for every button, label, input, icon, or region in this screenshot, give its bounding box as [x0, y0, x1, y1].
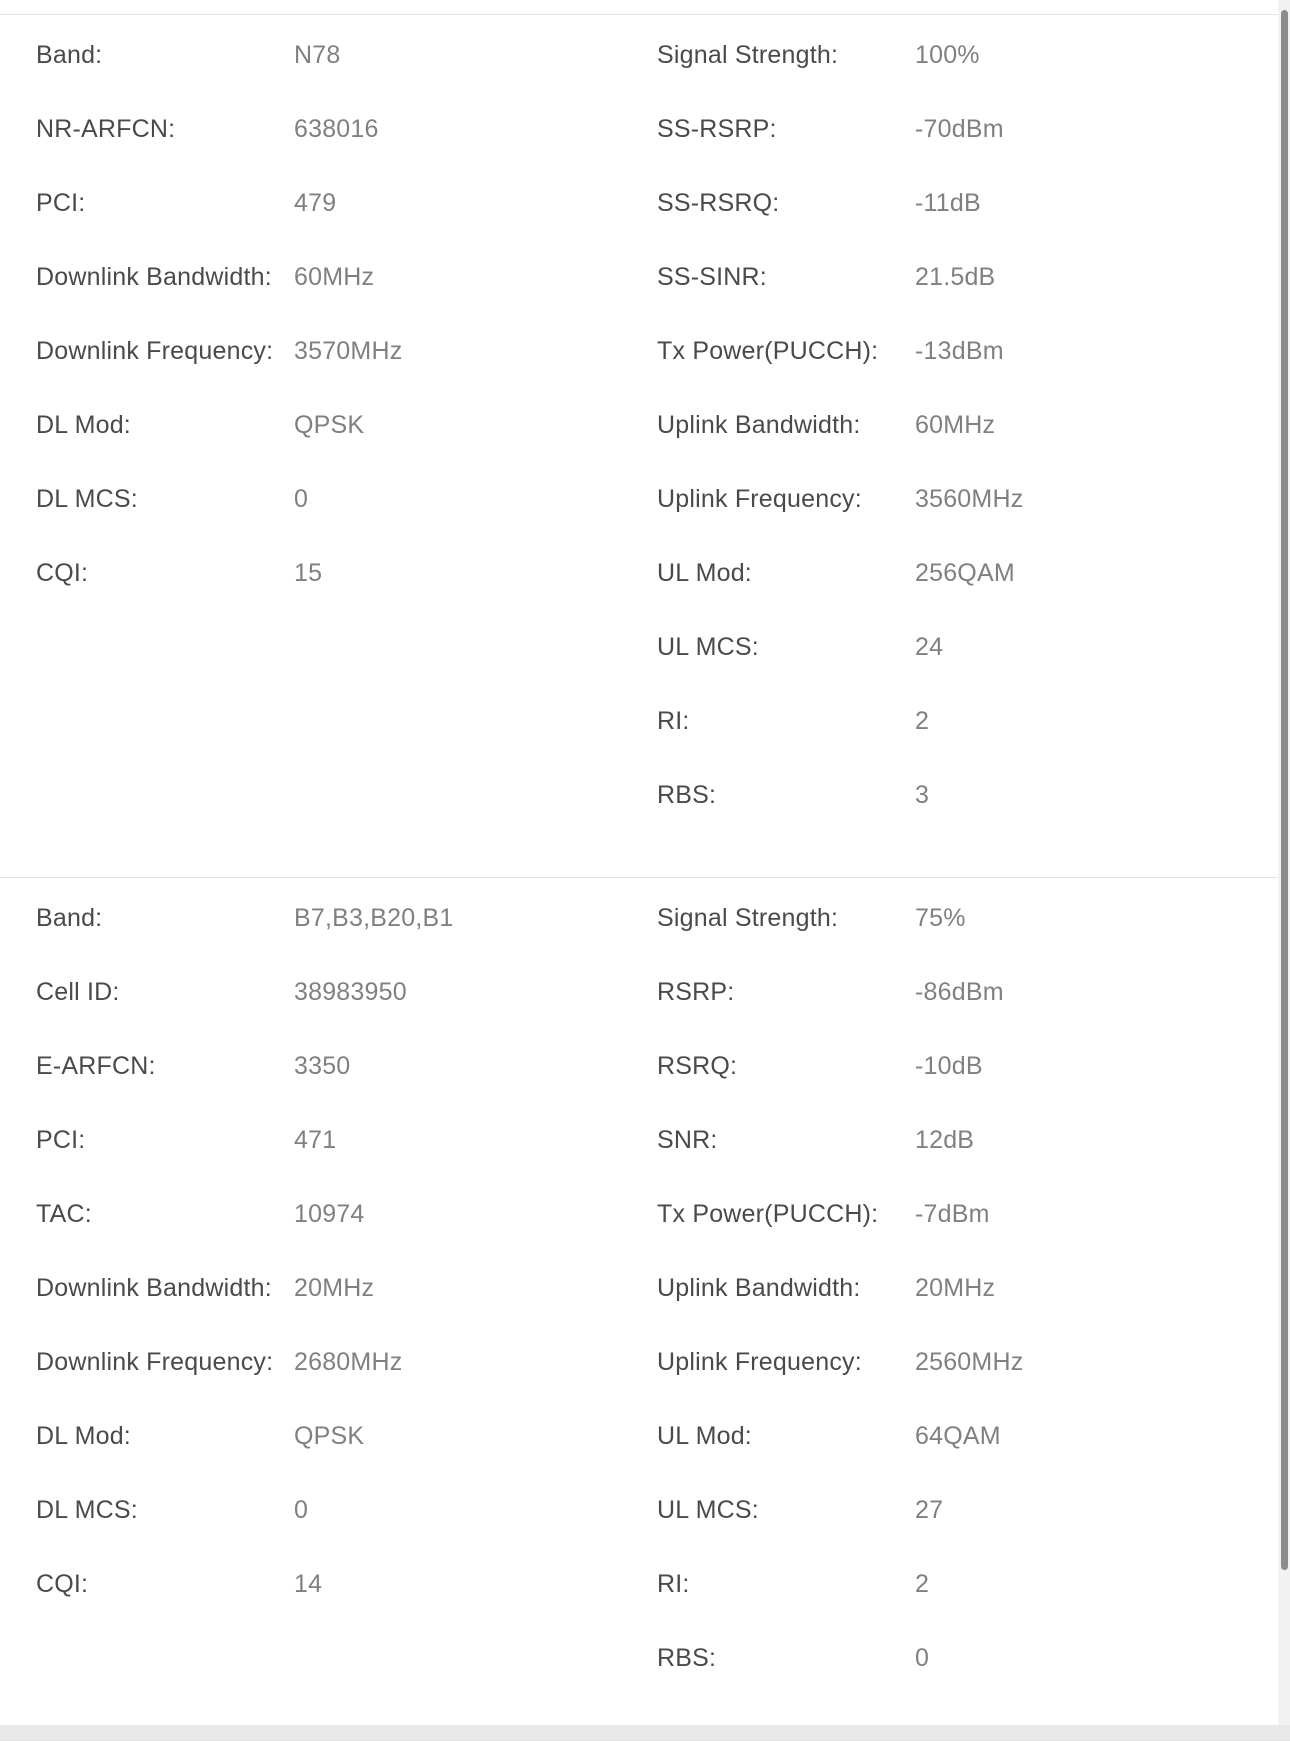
- info-label: UL MCS:: [657, 633, 759, 661]
- info-label: UL MCS:: [657, 1496, 759, 1524]
- info-row: [657, 559, 1278, 633]
- info-value: QPSK: [294, 1422, 365, 1450]
- info-value: 14: [294, 1570, 323, 1598]
- vertical-scrollbar[interactable]: [1278, 0, 1290, 1725]
- info-row: [657, 1348, 1278, 1422]
- nr5g-info-grid: [0, 41, 1278, 855]
- info-row: [657, 411, 1278, 485]
- info-label: RI:: [657, 707, 690, 735]
- scrollbar-thumb[interactable]: [1281, 10, 1288, 1570]
- info-row-spacer: [36, 707, 639, 781]
- info-label: Uplink Bandwidth:: [657, 1274, 861, 1302]
- info-label: Tx Power(PUCCH):: [657, 1200, 879, 1228]
- info-row: [657, 1496, 1278, 1570]
- info-row: [657, 115, 1278, 189]
- info-label: Uplink Frequency:: [657, 1348, 862, 1376]
- info-label: SS-RSRQ:: [657, 189, 780, 217]
- info-row: [36, 1348, 639, 1422]
- info-label: Tx Power(PUCCH):: [657, 337, 879, 365]
- info-value: 27: [915, 1496, 944, 1524]
- info-row: [36, 337, 639, 411]
- info-value: 2560MHz: [915, 1348, 1024, 1376]
- info-row: [657, 1052, 1278, 1126]
- info-row: [36, 559, 639, 633]
- info-value: 471: [294, 1126, 337, 1154]
- info-row-spacer: [36, 1644, 639, 1718]
- info-row: [36, 1052, 639, 1126]
- info-label: Downlink Bandwidth:: [36, 1274, 272, 1302]
- info-label: Cell ID:: [36, 978, 120, 1006]
- info-value: 3560MHz: [915, 485, 1024, 513]
- info-label: SS-SINR:: [657, 263, 767, 291]
- info-label: Downlink Frequency:: [36, 1348, 274, 1376]
- info-row: [36, 904, 639, 978]
- info-label: Band:: [36, 41, 103, 69]
- info-row: [657, 41, 1278, 115]
- info-value: 10974: [294, 1200, 365, 1228]
- info-label: E-ARFCN:: [36, 1052, 156, 1080]
- info-label: RSRP:: [657, 978, 735, 1006]
- info-value: -11dB: [915, 189, 981, 217]
- info-label: SNR:: [657, 1126, 718, 1154]
- info-value: 60MHz: [915, 411, 996, 439]
- info-row: [657, 1126, 1278, 1200]
- info-label: Downlink Bandwidth:: [36, 263, 272, 291]
- info-label: UL Mod:: [657, 559, 752, 587]
- info-row: [36, 115, 639, 189]
- info-row: [657, 263, 1278, 337]
- info-label: CQI:: [36, 559, 89, 587]
- info-label: RSRQ:: [657, 1052, 738, 1080]
- info-row: [657, 978, 1278, 1052]
- info-label: SS-RSRP:: [657, 115, 777, 143]
- nr5g-left-column: [0, 41, 639, 855]
- info-label: NR-ARFCN:: [36, 115, 176, 143]
- info-label: DL Mod:: [36, 1422, 131, 1450]
- info-label: Band:: [36, 904, 103, 932]
- info-value: -7dBm: [915, 1200, 990, 1228]
- info-row: [36, 1496, 639, 1570]
- info-label: Uplink Frequency:: [657, 485, 862, 513]
- info-value: B7,B3,B20,B1: [294, 904, 454, 932]
- info-value: -70dBm: [915, 115, 1004, 143]
- info-row: [657, 485, 1278, 559]
- info-value: 2680MHz: [294, 1348, 403, 1376]
- info-value: 24: [915, 633, 944, 661]
- info-row-spacer: [36, 633, 639, 707]
- info-value: 0: [294, 1496, 309, 1524]
- info-row: [36, 1126, 639, 1200]
- info-value: 3350: [294, 1052, 351, 1080]
- info-value: 3570MHz: [294, 337, 403, 365]
- info-row: [36, 1274, 639, 1348]
- info-label: DL MCS:: [36, 485, 138, 513]
- nr5g-right-column: [639, 41, 1278, 855]
- info-label: Uplink Bandwidth:: [657, 411, 861, 439]
- info-value: 2: [915, 1570, 930, 1598]
- lte-right-column: [639, 904, 1278, 1718]
- info-label: DL MCS:: [36, 1496, 138, 1524]
- info-value: 100%: [915, 41, 980, 69]
- info-value: 0: [915, 1644, 930, 1672]
- info-row: [657, 1200, 1278, 1274]
- info-label: RI:: [657, 1570, 690, 1598]
- info-value: -86dBm: [915, 978, 1004, 1006]
- info-row: [36, 263, 639, 337]
- info-row: [657, 337, 1278, 411]
- info-label: Signal Strength:: [657, 904, 839, 932]
- info-row-spacer: [36, 781, 639, 855]
- info-value: 21.5dB: [915, 263, 996, 291]
- info-label: RBS:: [657, 1644, 717, 1672]
- info-row: [36, 41, 639, 115]
- info-row: [36, 1200, 639, 1274]
- info-row: [36, 1570, 639, 1644]
- info-row: [657, 904, 1278, 978]
- info-value: 60MHz: [294, 263, 375, 291]
- info-row: [657, 633, 1278, 707]
- nr5g-info-section: [0, 15, 1290, 878]
- info-value: 15: [294, 559, 323, 587]
- info-row: [657, 1422, 1278, 1496]
- info-label: RBS:: [657, 781, 717, 809]
- info-value: 12dB: [915, 1126, 975, 1154]
- lte-left-column: [0, 904, 639, 1718]
- info-value: N78: [294, 41, 341, 69]
- page-top-divider: [0, 0, 1290, 15]
- info-value: 20MHz: [915, 1274, 996, 1302]
- info-value: 20MHz: [294, 1274, 375, 1302]
- info-value: 38983950: [294, 978, 407, 1006]
- info-value: 479: [294, 189, 337, 217]
- info-value: -13dBm: [915, 337, 1004, 365]
- info-value: 638016: [294, 115, 379, 143]
- info-row: [657, 1644, 1278, 1718]
- info-label: Signal Strength:: [657, 41, 839, 69]
- info-label: Downlink Frequency:: [36, 337, 274, 365]
- info-value: 2: [915, 707, 930, 735]
- info-value: -10dB: [915, 1052, 983, 1080]
- info-label: TAC:: [36, 1200, 92, 1228]
- info-row: [657, 707, 1278, 781]
- info-value: 256QAM: [915, 559, 1015, 587]
- info-row: [36, 411, 639, 485]
- info-row: [36, 1422, 639, 1496]
- info-row: [657, 781, 1278, 855]
- lte-info-section: [0, 878, 1290, 1741]
- info-row: [36, 189, 639, 263]
- info-label: PCI:: [36, 189, 86, 217]
- info-label: PCI:: [36, 1126, 86, 1154]
- info-row: [657, 189, 1278, 263]
- info-value: 3: [915, 781, 930, 809]
- info-value: 64QAM: [915, 1422, 1001, 1450]
- info-label: DL Mod:: [36, 411, 131, 439]
- info-row: [657, 1570, 1278, 1644]
- info-value: 0: [294, 485, 309, 513]
- info-row: [36, 485, 639, 559]
- info-value: QPSK: [294, 411, 365, 439]
- info-label: UL Mod:: [657, 1422, 752, 1450]
- info-label: CQI:: [36, 1570, 89, 1598]
- info-value: 75%: [915, 904, 966, 932]
- info-row: [657, 1274, 1278, 1348]
- lte-info-grid: [0, 904, 1278, 1718]
- info-row: [36, 978, 639, 1052]
